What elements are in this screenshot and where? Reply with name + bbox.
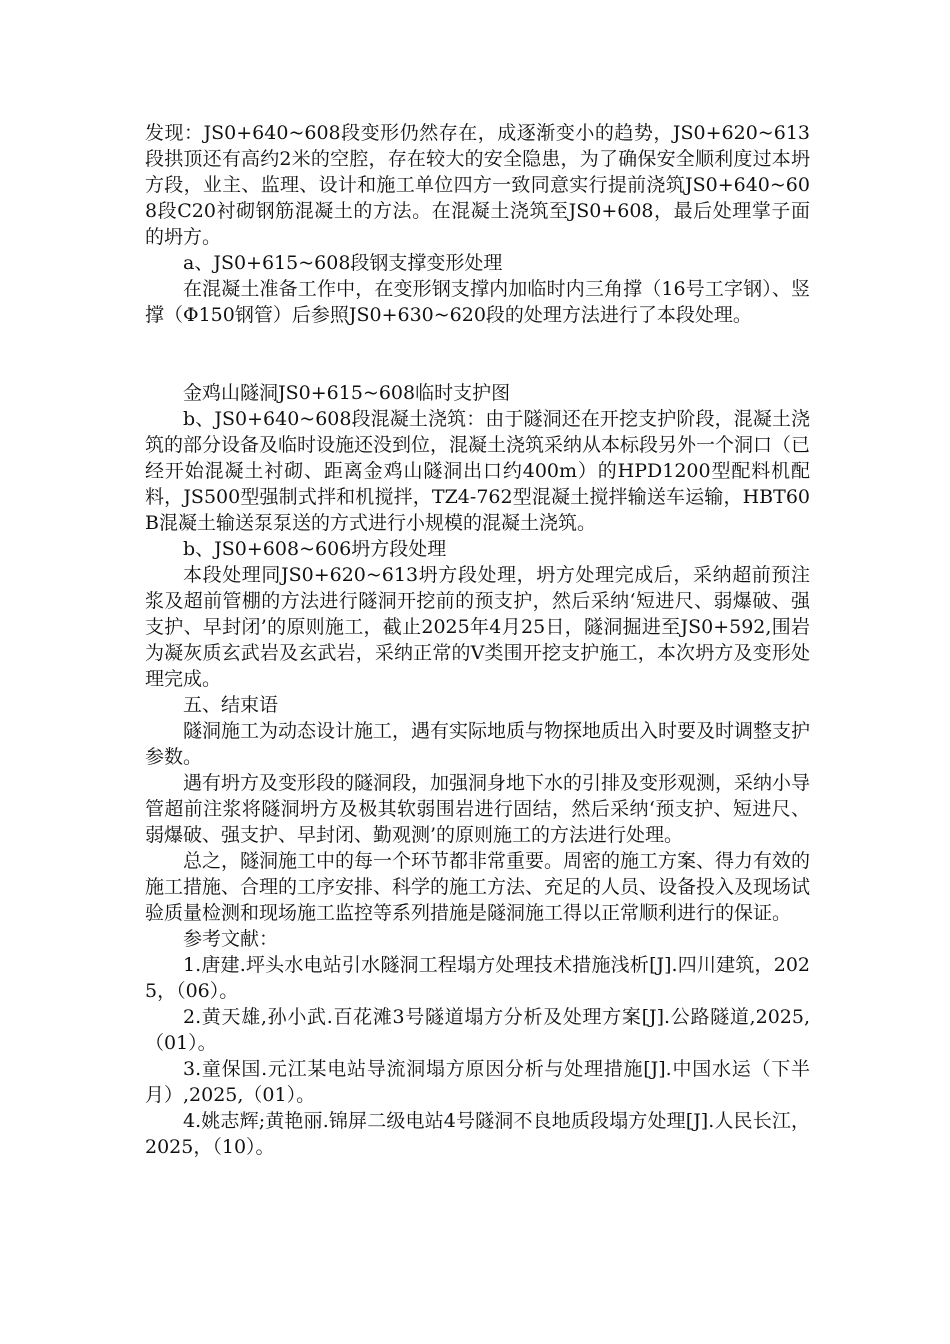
figure-caption: 金鸡山隧洞JS0+615~608临时支护图 [183,382,511,404]
reference-item: 2.黄天雄,孙小武.百花滩3号隧道塌方分析及处理方案[J].公路隧道,2025,（01）。 [145,1006,810,1054]
paragraph-collapse-treatment: 本段处理同JS0+620~613坍方段处理，坍方处理完成后，采纳超前预注浆及超前管棚的方法进行隧洞开挖前的预支护，然后采纳‘短进尺、弱爆破、强支护、早封闭’的原则施工，截止2025年4月25日，隧洞掘进至JS0+592,围岩为凝灰质玄武岩及玄武岩，采纳正常的Ⅴ类围开挖支护施工，本次坍方及变形处理完成。 [145,564,810,690]
paragraph-concrete-pouring: b、JS0+640~608段混凝土浇筑：由于隧洞还在开挖支护阶段，混凝土浇筑的部分设备及临时设施还没到位，混凝土浇筑采纳从本标段另外一个洞口（已经开始混凝土衬砌、距离金鸡山隧洞出口约400m）的HPD1200型配料机配料，JS500型强制式拌和机搅拌，TZ4-762型混凝土搅拌输送车运输，HBT60B混凝土输送泵泵送的方式进行小规模的混凝土浇筑。 [145,408,811,534]
reference-item: 3.童保国.元江某电站导流洞塌方原因分析与处理措施[J].中国水运（下半月）,2025,（01）。 [145,1058,810,1106]
heading-a-steel-support: a、JS0+615~608段钢支撑变形处理 [183,252,503,274]
paragraph-intro: 发现：JS0+640~608段变形仍然存在，成逐渐变小的趋势，JS0+620~613段拱顶还有高约2米的空腔，存在较大的安全隐患，为了确保安全顺利度过本坍方段，业主、监理、设计和施工单位四方一致同意实行提前浇筑JS0+640~608段C20衬砌钢筋混凝土的方法。在混凝土浇筑至JS0+608，最后处理掌子面的坍方。 [145,122,810,248]
paragraph-conclusion-3: 总之，隧洞施工中的每一个环节都非常重要。周密的施工方案、得力有效的施工措施、合理的工序安排、科学的施工方法、充足的人员、设备投入及现场试验质量检测和现场施工监控等系列措施是隧洞施工得以正常顺利进行的保证。 [145,850,811,924]
heading-conclusion: 五、结束语 [183,694,279,716]
paragraph-conclusion-1: 隧洞施工为动态设计施工，遇有实际地质与物探地质出入时要及时调整支护参数。 [145,720,811,768]
document-body [145,120,810,1160]
figure-gap [145,328,810,380]
reference-item: 1.唐建.坪头水电站引水隧洞工程塌方处理技术措施浅析[J].四川建筑，2025，（06）。 [145,954,810,1002]
reference-item: 4.姚志辉;黄艳丽.锦屏二级电站4号隧洞不良地质段塌方处理[J].人民长江，2025，（10）。 [145,1110,810,1158]
paragraph-conclusion-2: 遇有坍方及变形段的隧洞段，加强洞身地下水的引排及变形观测，采纳小导管超前注浆将隧洞坍方及极其软弱围岩进行固结，然后采纳‘预支护、短进尺、弱爆破、强支护、早封闭、勤观测’的原则施工的方法进行处理。 [145,772,811,846]
paragraph-steel-support: 在混凝土准备工作中，在变形钢支撑内加临时内三角撑（16号工字钢）、竖撑（Φ150钢管）后参照JS0+630~620段的处理方法进行了本段处理。 [145,278,810,326]
heading-b-collapse: b、JS0+608~606坍方段处理 [183,538,447,560]
heading-references: 参考文献： [183,928,279,950]
